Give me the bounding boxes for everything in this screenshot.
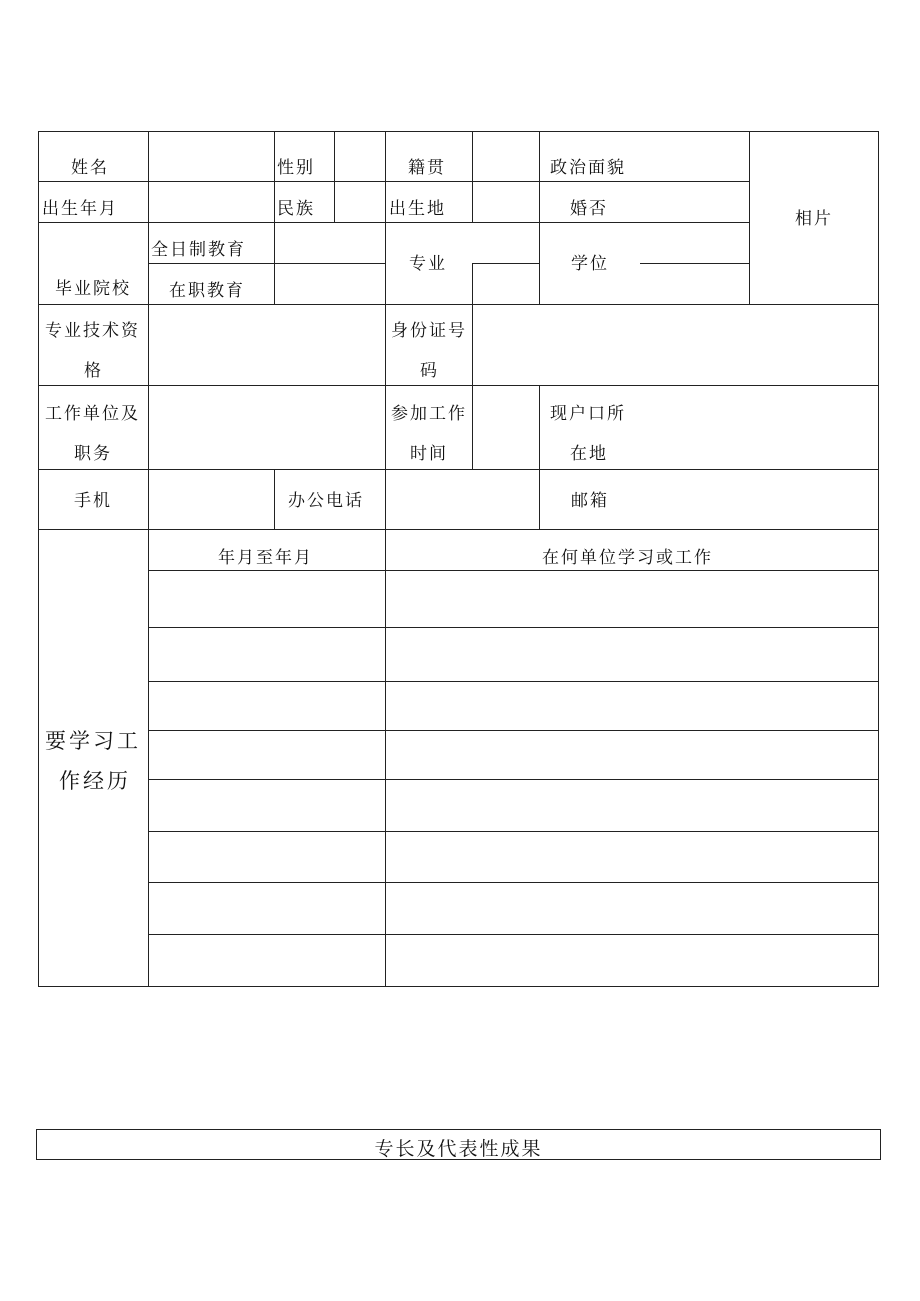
specialties-title: 专长及代表性成果 <box>374 1138 543 1160</box>
label-email: 邮箱 <box>571 491 609 511</box>
label-birth-date: 出生年月 <box>42 199 118 219</box>
label-birthplace: 出生地 <box>389 199 446 219</box>
row-line <box>148 934 879 935</box>
col-line <box>274 131 275 304</box>
row-line <box>148 831 879 832</box>
table-border-bottom <box>38 986 879 987</box>
label-fulltime-edu: 全日制教育 <box>151 240 246 260</box>
row-line <box>148 681 879 682</box>
col-line <box>472 304 473 470</box>
header-unit: 在何单位学习或工作 <box>542 548 713 568</box>
row-line <box>148 627 879 628</box>
label-ethnicity: 民族 <box>277 199 315 219</box>
row-line <box>38 469 879 470</box>
row-line <box>148 730 879 731</box>
label-native-place: 籍贯 <box>408 158 446 178</box>
label-mobile: 手机 <box>74 491 112 511</box>
row-line <box>38 181 749 182</box>
label-work-start-line2: 时间 <box>410 444 448 464</box>
label-name: 姓名 <box>71 158 109 178</box>
header-period: 年月至年月 <box>218 548 313 568</box>
table-border-right <box>878 131 879 987</box>
label-marital: 婚否 <box>570 199 608 219</box>
label-office-phone: 办公电话 <box>288 491 364 511</box>
col-line <box>148 131 149 987</box>
col-line <box>539 131 540 304</box>
label-onjob-edu: 在职教育 <box>169 281 245 301</box>
row-line <box>148 779 879 780</box>
table-border-top <box>38 131 879 132</box>
application-form-table <box>38 131 879 987</box>
row-line <box>38 222 749 223</box>
col-line <box>274 469 275 530</box>
label-work-unit-line2: 职务 <box>74 444 112 464</box>
label-gender: 性别 <box>277 158 315 178</box>
row-line <box>148 570 879 571</box>
table-border-left <box>38 131 39 987</box>
label-id-number-line1: 身份证号 <box>391 321 467 341</box>
row-line <box>38 529 879 530</box>
label-tech-qualification-line2: 格 <box>84 361 103 381</box>
row-line <box>640 263 749 264</box>
label-history-line1: 要学习工 <box>45 729 141 753</box>
col-line <box>749 131 750 304</box>
col-line <box>385 131 386 987</box>
label-political-status: 政治面貌 <box>550 158 626 178</box>
label-degree: 学位 <box>571 254 609 274</box>
specialties-section-header <box>36 1129 881 1160</box>
col-line <box>334 131 335 222</box>
label-id-number-line2: 码 <box>420 361 439 381</box>
row-line <box>472 263 539 264</box>
col-line <box>472 131 473 222</box>
label-work-unit-line1: 工作单位及 <box>45 404 140 424</box>
label-work-start-line1: 参加工作 <box>391 404 467 424</box>
row-line <box>148 882 879 883</box>
label-photo: 相片 <box>795 209 833 229</box>
row-line <box>38 385 879 386</box>
col-line <box>472 263 473 305</box>
col-line <box>539 385 540 530</box>
label-major: 专业 <box>409 254 447 274</box>
label-hukou-line2: 在地 <box>570 444 608 464</box>
label-graduate-school: 毕业院校 <box>55 279 131 299</box>
row-line <box>148 263 385 264</box>
label-history-line2: 作经历 <box>59 769 131 793</box>
label-hukou-line1: 现户口所 <box>550 404 626 424</box>
label-tech-qualification-line1: 专业技术资 <box>45 321 140 341</box>
row-line <box>38 304 879 305</box>
